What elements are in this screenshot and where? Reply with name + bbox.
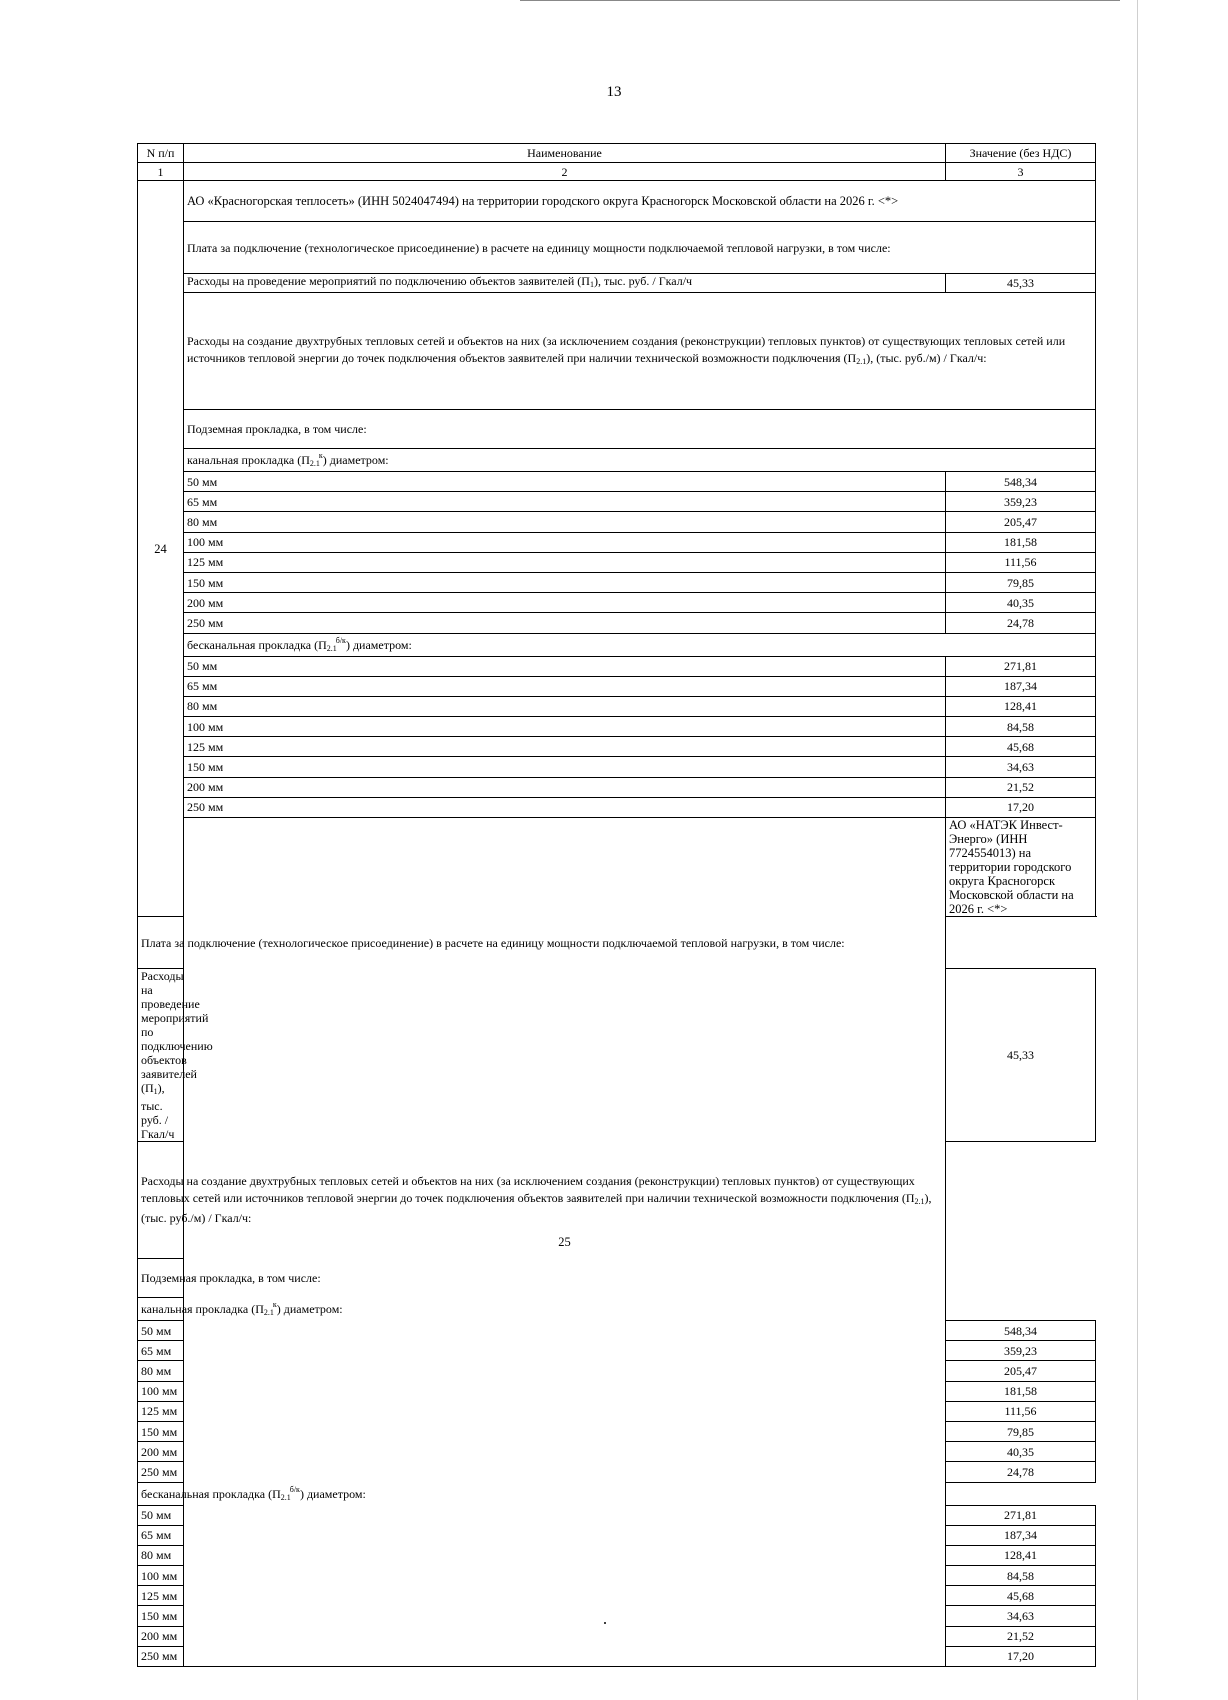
p1-value: 45,33: [946, 274, 1096, 293]
channelless-header-row: [138, 1482, 1096, 1505]
p1-value: 45,33: [946, 969, 1096, 1142]
organization-title: АО «Красногорская теплосеть» (ИНН 5024047494) на территории городского округа Красногорск Московской области на 2026 г. <*>: [184, 181, 1096, 222]
p21-suffix: ), (тыс. руб./м) / Гкал/ч:: [866, 350, 987, 365]
scan-speck: [604, 1622, 606, 1624]
diameter-label: 200 мм: [138, 1626, 184, 1646]
p21-description-row: [138, 1142, 1096, 1259]
channel-laying-label: [138, 1298, 946, 1321]
p1-label: [138, 969, 213, 1142]
diameter-value: 181,58: [946, 1381, 1096, 1401]
diameter-label: 100 мм: [138, 1381, 184, 1401]
table-row: [138, 717, 1096, 737]
diameter-value: 187,34: [946, 1525, 1096, 1545]
index-row: [138, 163, 1096, 181]
diameter-label: 125 мм: [138, 1401, 184, 1421]
section-number: 24: [138, 181, 184, 917]
p21-description-row: [138, 293, 1096, 410]
diameter-label: 250 мм: [184, 797, 946, 817]
diameter-value: 21,52: [946, 1626, 1096, 1646]
diameter-label: 150 мм: [184, 757, 946, 777]
scan-edge-right: [1137, 0, 1138, 1700]
diameter-label: 80 мм: [184, 696, 946, 716]
diameter-label: 50 мм: [184, 656, 946, 676]
diameter-label: 150 мм: [184, 572, 946, 592]
table-body: [138, 181, 1096, 1667]
diameter-label: 150 мм: [138, 1421, 184, 1441]
channelless-text: бесканальная прокладка (П: [141, 1486, 281, 1501]
diameter-label: 250 мм: [138, 1462, 184, 1482]
diameter-value: 45,68: [946, 1586, 1096, 1606]
table-row: [138, 532, 1096, 552]
channel-suffix: ) диаметром:: [322, 453, 389, 467]
section-title-row: [138, 181, 1096, 222]
diameter-value: 40,35: [946, 593, 1096, 613]
channelless-subscript: 2.1: [280, 1492, 291, 1502]
p1-label-suffix: ), тыс. руб. / Гкал/ч: [141, 1081, 175, 1141]
diameter-value: 271,81: [946, 1505, 1096, 1525]
diameter-label: 100 мм: [184, 532, 946, 552]
diameter-value: 111,56: [946, 552, 1096, 572]
table-row: [138, 613, 1096, 633]
channel-subscript: 2.1: [263, 1308, 274, 1317]
p1-subscript: 1: [589, 280, 594, 289]
diameter-label: 200 мм: [138, 1442, 184, 1462]
fee-row: [138, 917, 1096, 969]
diameter-label: 250 мм: [138, 1646, 184, 1666]
channel-subscript: 2.1: [309, 459, 320, 468]
diameter-value: 205,47: [946, 1361, 1096, 1381]
table-row: [138, 492, 1096, 512]
diameter-label: 65 мм: [184, 492, 946, 512]
diameter-label: 200 мм: [184, 777, 946, 797]
diameter-value: 79,85: [946, 1421, 1096, 1441]
diameter-value: 181,58: [946, 532, 1096, 552]
channel-text: канальная прокладка (П: [187, 453, 310, 467]
diameter-label: 100 мм: [138, 1566, 184, 1586]
diameter-value: 84,58: [946, 1566, 1096, 1586]
channel-superscript: к: [318, 451, 323, 460]
diameter-value: 111,56: [946, 1401, 1096, 1421]
p21-text: Расходы на создание двухтрубных тепловых сетей и объектов на них (за исключением создания (реконструкции) тепловых пунктов) от существующих тепловых сетей или источников тепловой энергии до точек подключения объектов заявителей при наличии технической возможности подключения (П: [187, 333, 1066, 365]
table-row: [138, 552, 1096, 572]
diameter-label: 200 мм: [184, 593, 946, 613]
header-name: Наименование: [184, 144, 946, 163]
p21-description: [138, 1142, 946, 1259]
diameter-label: 65 мм: [184, 676, 946, 696]
diameter-label: 125 мм: [184, 552, 946, 572]
diameter-value: 17,20: [946, 1646, 1096, 1666]
diameter-value: 79,85: [946, 572, 1096, 592]
diameter-value: 24,78: [946, 613, 1096, 633]
channelless-laying-label: [184, 633, 1096, 656]
diameter-value: 359,23: [946, 1341, 1096, 1361]
p21-subscript: 2.1: [914, 1197, 925, 1206]
diameter-label: 80 мм: [138, 1361, 184, 1381]
diameter-value: 24,78: [946, 1462, 1096, 1482]
diameter-value: 17,20: [946, 797, 1096, 817]
table-row: [138, 512, 1096, 532]
table-row: [138, 593, 1096, 613]
channelless-superscript: б/к: [335, 635, 346, 645]
diameter-label: 150 мм: [138, 1606, 184, 1626]
p1-subscript: 1: [153, 1087, 158, 1096]
diameter-label: 50 мм: [138, 1505, 184, 1525]
section-number: 25: [184, 818, 946, 1667]
diameter-value: 21,52: [946, 777, 1096, 797]
organization-title: АО «НАТЭК Инвест-Энерго» (ИНН 7724554013) на территории городского округа Красногорск Московской области на 2026 г. <*>: [946, 818, 1096, 917]
table-row: [138, 737, 1096, 757]
p1-label-text: Расходы на проведение мероприятий по подключению объектов заявителей (П: [141, 969, 213, 1095]
header-number: N п/п: [138, 144, 184, 163]
underground-label: Подземная прокладка, в том числе:: [138, 1259, 946, 1298]
p21-text: Расходы на создание двухтрубных тепловых сетей и объектов на них (за исключением создания (реконструкции) тепловых пунктов) от существующих тепловых сетей или источников тепловой энергии до точек подключения объектов заявителей при наличии технической возможности подключения (П: [141, 1174, 915, 1205]
p1-row: [138, 274, 1096, 293]
underground-row: [138, 410, 1096, 449]
table-row: [138, 777, 1096, 797]
diameter-label: 65 мм: [138, 1525, 184, 1545]
page-number: 13: [606, 84, 622, 100]
channelless-suffix: ) диаметром:: [345, 637, 412, 652]
diameter-value: 548,34: [946, 1321, 1096, 1341]
diameter-label: 250 мм: [184, 613, 946, 633]
p21-subscript: 2.1: [856, 356, 867, 366]
diameter-value: 128,41: [946, 696, 1096, 716]
p21-suffix: ), (тыс. руб./м) / Гкал/ч:: [141, 1191, 932, 1225]
p1-label-suffix: ), тыс. руб. / Гкал/ч: [593, 274, 693, 288]
diameter-value: 45,68: [946, 737, 1096, 757]
diameter-value: 34,63: [946, 757, 1096, 777]
underground-label: Подземная прокладка, в том числе:: [184, 410, 1096, 449]
diameter-value: 40,35: [946, 1442, 1096, 1462]
channel-header-row: [138, 1298, 1096, 1321]
channelless-suffix: ) диаметром:: [299, 1486, 366, 1501]
diameter-label: 80 мм: [138, 1545, 184, 1565]
diameter-label: 50 мм: [138, 1321, 184, 1341]
diameter-value: 84,58: [946, 717, 1096, 737]
channelless-subscript: 2.1: [326, 643, 337, 653]
p1-label-text: Расходы на проведение мероприятий по подключению объектов заявителей (П: [187, 274, 590, 288]
diameter-value: 548,34: [946, 472, 1096, 492]
header-row: [138, 144, 1096, 163]
diameter-value: 205,47: [946, 512, 1096, 532]
channel-superscript: к: [272, 1300, 277, 1309]
table-row: [138, 696, 1096, 716]
diameter-label: 80 мм: [184, 512, 946, 532]
diameter-value: 271,81: [946, 656, 1096, 676]
p1-label: [184, 274, 946, 293]
table-row: [138, 676, 1096, 696]
channel-laying-label: [184, 449, 1096, 472]
tariff-table: [137, 143, 1096, 1667]
scan-edge-top: [520, 0, 1120, 1]
table-row: [138, 572, 1096, 592]
channelless-header-row: [138, 633, 1096, 656]
channel-suffix: ) диаметром:: [276, 1302, 343, 1316]
table-row: [138, 797, 1096, 817]
channel-text: канальная прокладка (П: [141, 1302, 264, 1316]
diameter-label: 65 мм: [138, 1341, 184, 1361]
diameter-value: 359,23: [946, 492, 1096, 512]
channel-header-row: [138, 449, 1096, 472]
diameter-label: 50 мм: [184, 472, 946, 492]
index-1: 1: [138, 163, 184, 181]
index-3: 3: [946, 163, 1096, 181]
fee-description: Плата за подключение (технологическое присоединение) в расчете на единицу мощности подключаемой тепловой нагрузки, в том числе:: [138, 917, 946, 969]
fee-description: Плата за подключение (технологическое присоединение) в расчете на единицу мощности подключаемой тепловой нагрузки, в том числе:: [184, 222, 1096, 274]
diameter-label: 100 мм: [184, 717, 946, 737]
channelless-superscript: б/к: [289, 1484, 300, 1494]
channelless-laying-label: [138, 1482, 946, 1505]
table-row: [138, 656, 1096, 676]
fee-row: [138, 222, 1096, 274]
diameter-value: 34,63: [946, 1606, 1096, 1626]
section-title-row: [138, 818, 1096, 917]
channelless-text: бесканальная прокладка (П: [187, 637, 327, 652]
table-row: [138, 757, 1096, 777]
diameter-label: 125 мм: [184, 737, 946, 757]
diameter-value: 128,41: [946, 1545, 1096, 1565]
p21-description: [184, 293, 1096, 410]
index-2: 2: [184, 163, 946, 181]
diameter-label: 125 мм: [138, 1586, 184, 1606]
header-value: Значение (без НДС): [946, 144, 1096, 163]
table-row: [138, 472, 1096, 492]
underground-row: [138, 1259, 1096, 1298]
diameter-value: 187,34: [946, 676, 1096, 696]
